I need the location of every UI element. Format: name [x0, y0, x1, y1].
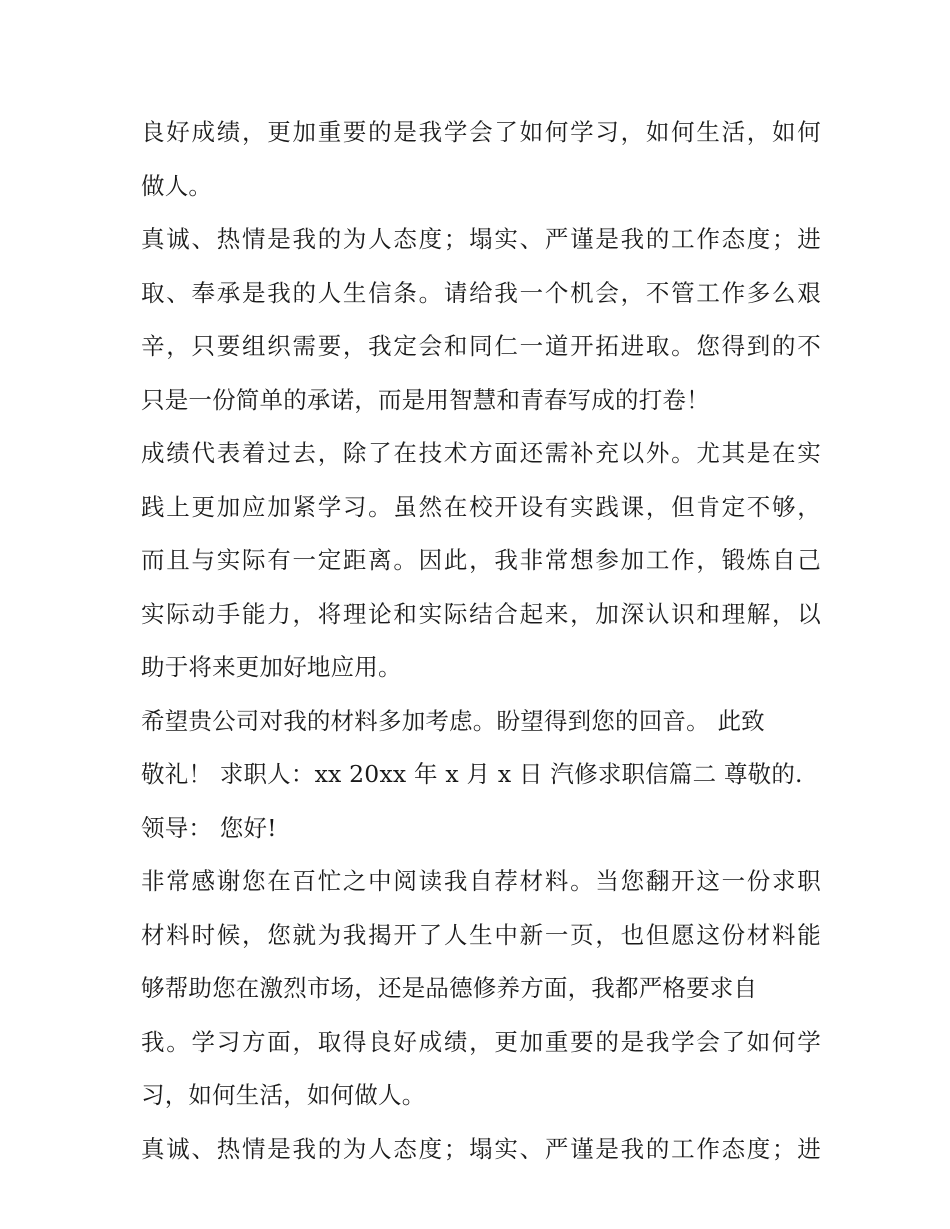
text-line: 敬礼！ 求职人：xx 20xx 年 x 月 x 日 汽修求职信篇二 尊敬的.: [141, 760, 803, 788]
text-line: 取、奉承是我的人生信条。请给我一个机会，不管工作多么艰: [141, 278, 821, 307]
text-line: 成绩代表着过去，除了在技术方面还需补充以外。尤其是在实: [141, 439, 821, 467]
text-line: 而且与实际有一定距离。因此，我非常想参加工作，锻炼自己: [141, 546, 821, 574]
text-line: 助于将来更加好地应用。: [141, 653, 402, 681]
text-line: 真诚、热情是我的为人态度；塌实、严谨是我的工作态度；进: [141, 1134, 821, 1163]
text-line: 实际动手能力，将理论和实际结合起来，加深认识和理解，以: [141, 599, 821, 628]
text-line: 真诚、热情是我的为人态度；塌实、严谨是我的工作态度；进: [141, 225, 821, 253]
text-line: 做人。: [141, 171, 213, 200]
text-line: 辛，只要组织需要，我定会和同仁一道开拓进取。您得到的不: [141, 332, 821, 360]
text-line: 践上更加应加紧学习。虽然在校开设有实践课，但肯定不够，: [141, 492, 821, 521]
body-text: [141, 106, 821, 1176]
text-line: 希望贵公司对我的材料多加考虑。盼望得到您的回音。 此致: [141, 706, 765, 735]
text-line: 够帮助您在激烈市场，还是品德修养方面，我都严格要求自: [141, 974, 758, 1002]
text-line: 习，如何生活，如何做人。: [141, 1081, 426, 1109]
text-line: 材料时候，您就为我揭开了人生中新一页，也但愿这份材料能: [141, 920, 821, 949]
text-line: 我。学习方面，取得良好成绩，更加重要的是我学会了如何学: [141, 1027, 821, 1056]
text-line: 非常感谢您在百忙之中阅读我自荐材料。当您翻开这一份求职: [141, 867, 821, 895]
text-line: 只是一份简单的承诺，而是用智慧和青春写成的打卷！: [141, 385, 710, 414]
text-line: 良好成绩，更加重要的是我学会了如何学习，如何生活，如何: [141, 118, 821, 146]
text-line: 领导： 您好!: [141, 813, 277, 842]
